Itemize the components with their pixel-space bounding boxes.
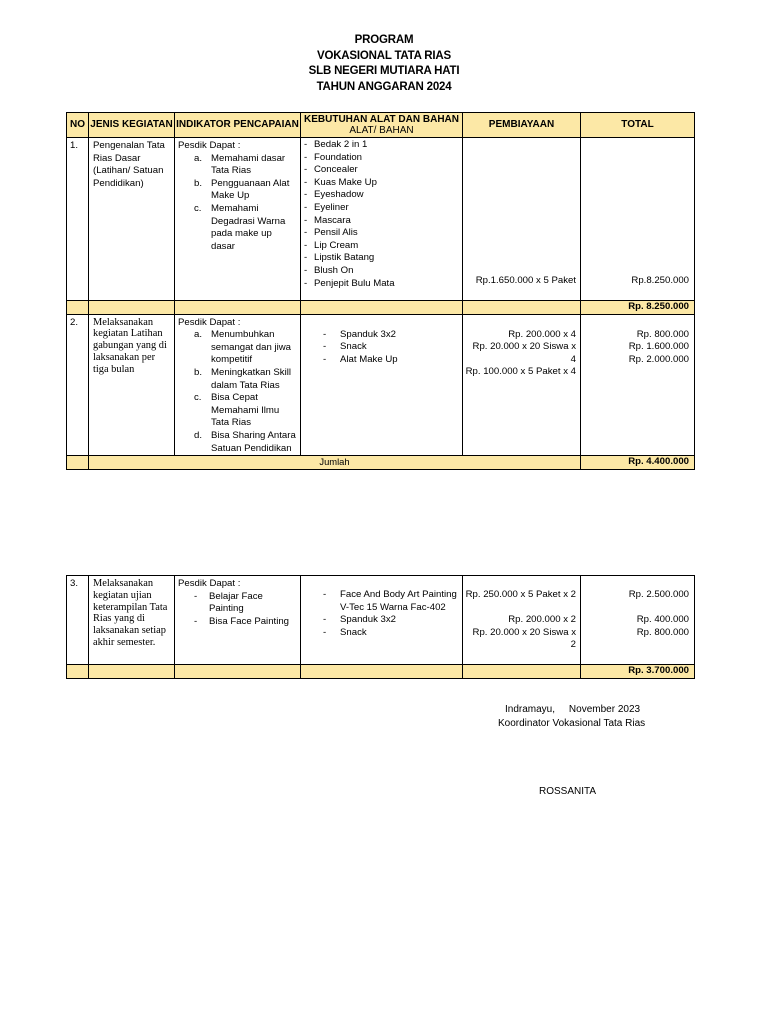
row1-item: - Foundation <box>304 151 363 163</box>
row1-item: - Penjepit Bulu Mata <box>304 277 395 289</box>
row2-item: - Alat Make Up <box>323 353 398 365</box>
row2-item: - Spanduk 3x2 <box>323 328 397 340</box>
row2-total-line: Rp. 800.000 <box>636 328 689 340</box>
row1-item: - Kuas Make Up <box>304 176 377 188</box>
row1-subtotal-row <box>67 301 695 315</box>
row1-item: - Eyeshadow <box>304 189 364 201</box>
row2-indikator-d: d. Bisa Sharing Antara Satuan Pendidikan <box>194 429 296 454</box>
row2-item: - Snack <box>323 341 367 353</box>
row3-pembiayaan-line: Rp. 200.000 x 2 <box>508 614 576 626</box>
row2-indikator <box>175 314 301 456</box>
row3-total-line: Rp. 800.000 <box>636 626 689 638</box>
col-header-kebutuhan <box>301 113 463 138</box>
row1-indikator-a: a. Memahami dasar Tata Rias <box>194 152 286 177</box>
row1-indikator-b: b. Pengguanaan Alat Make Up <box>194 177 290 202</box>
row1-items <box>301 138 463 301</box>
row1-jenis: Pengenalan Tata Rias Dasar (Latihan/ Satuan Pendidikan) <box>89 138 175 301</box>
row3-total-line: Rp. 400.000 <box>636 614 689 626</box>
row2-total-line: Rp. 2.000.000 <box>628 353 689 365</box>
row2-total-line: Rp. 1.600.000 <box>628 341 689 353</box>
row2-indikator-head: Pesdik Dapat : <box>178 316 241 328</box>
row2-items <box>301 314 463 456</box>
signature-name: ROSSANITA <box>539 786 597 797</box>
row3-item: - Snack <box>323 626 367 638</box>
row2-jumlah-row <box>67 456 695 470</box>
row1-no: 1. <box>67 138 89 301</box>
signature-place-date: Indramayu, November 2023 <box>505 704 641 715</box>
row3-no: 3. <box>67 576 89 665</box>
row1-item: - Pensil Alis <box>304 227 358 239</box>
row2-indikator-a: a. Menumbuhkan semangat dan jiwa kompetitif <box>194 329 291 366</box>
row1-indikator-c: c. Memahami Degadrasi Warna pada make up dasar <box>194 202 286 252</box>
row3-indikator-item: - Belajar Face Painting <box>194 590 263 615</box>
col-header-no: NO <box>67 113 89 138</box>
table-header-row <box>67 113 695 138</box>
col-header-kebutuhan-sub: ALAT/ BAHAN <box>349 125 414 136</box>
row3-item: - Spanduk 3x2 <box>323 614 397 626</box>
row1-total: Rp.8.250.000 <box>581 138 695 301</box>
row1-item: - Bedak 2 in 1 <box>304 139 368 150</box>
row1-item: - Lipstik Batang <box>304 252 375 264</box>
signature-role: Koordinator Vokasional Tata Rias <box>498 718 646 729</box>
row1-item: - Mascara <box>304 214 351 226</box>
row2-pembiayaan-line: Rp. 100.000 x 5 Paket x 4 <box>465 366 576 378</box>
row3-indikator-item: - Bisa Face Painting <box>194 615 289 627</box>
col-header-total: TOTAL <box>581 113 695 138</box>
budget-table-1 <box>66 112 695 470</box>
col-header-indikator: INDIKATOR PENCAPAIAN <box>175 113 301 138</box>
row1-item: - Concealer <box>304 164 358 176</box>
row3-subtotal: Rp. 3.700.000 <box>581 665 695 679</box>
table-row-3 <box>67 576 695 665</box>
row2-pembiayaan-line: Rp. 200.000 x 4 <box>508 328 576 340</box>
row2-total <box>581 314 695 456</box>
row1-indikator-head: Pesdik Dapat : <box>178 140 241 151</box>
row3-item: - Face And Body Art Painting V-Tec 15 Warna Fac-402 <box>323 589 457 613</box>
col-header-kebutuhan-main: KEBUTUHAN ALAT DAN BAHAN <box>304 114 459 125</box>
row3-total <box>581 576 695 665</box>
row2-pembiayaan-line: Rp. 20.000 x 20 Siswa x 4 <box>472 341 576 365</box>
row2-pembiayaan <box>463 314 581 456</box>
row1-subtotal: Rp. 8.250.000 <box>581 301 695 315</box>
budget-table-2 <box>66 575 695 679</box>
row2-jumlah-total: Rp. 4.400.000 <box>581 456 695 470</box>
row2-jenis: Melaksanakan kegiatan Latihan gabungan yang di laksanakan per tiga bulan <box>89 314 175 456</box>
col-header-jenis: JENIS KEGIATAN <box>89 113 175 138</box>
row3-pembiayaan-line: Rp. 250.000 x 5 Paket x 2 <box>465 589 576 600</box>
row3-jenis: Melaksanakan kegiatan ujian keterampilan Tata Rias yang di laksanakan setiap akhir semester. <box>89 576 175 665</box>
table-row-1 <box>67 138 695 301</box>
row1-item: - Blush On <box>304 264 354 276</box>
row3-subtotal-row <box>67 665 695 679</box>
title-line-year: TAHUN ANGGARAN 2024 <box>316 80 452 93</box>
row3-pembiayaan <box>463 576 581 665</box>
title-line-program: PROGRAM <box>354 34 414 46</box>
row2-indikator-b: b. Meningkatkan Skill dalam Tata Rias <box>194 366 291 391</box>
row3-items <box>301 576 463 665</box>
row3-pembiayaan-line: Rp. 20.000 x 20 Siswa x 2 <box>472 626 576 651</box>
row2-indikator-c: c. Bisa Cepat Memahami Ilmu Tata Rias <box>194 392 280 429</box>
document-title <box>0 33 768 95</box>
row1-indikator <box>175 138 301 301</box>
row3-indikator-head: Pesdik Dapat : <box>178 578 241 589</box>
row1-item: - Lip Cream <box>304 239 359 251</box>
title-line-school: SLB NEGERI MUTIARA HATI <box>308 65 460 77</box>
table-row-2 <box>67 314 695 456</box>
row2-jumlah-label: Jumlah <box>89 456 581 470</box>
col-header-pembiayaan: PEMBIAYAAN <box>463 113 581 138</box>
title-line-vokasional: VOKASIONAL TATA RIAS <box>316 49 451 62</box>
row2-no: 2. <box>67 314 89 456</box>
row3-indikator <box>175 576 301 665</box>
row1-pembiayaan: Rp.1.650.000 x 5 Paket <box>463 138 581 301</box>
row1-item: - Eyeliner <box>304 201 349 213</box>
row3-total-line: Rp. 2.500.000 <box>628 589 689 600</box>
